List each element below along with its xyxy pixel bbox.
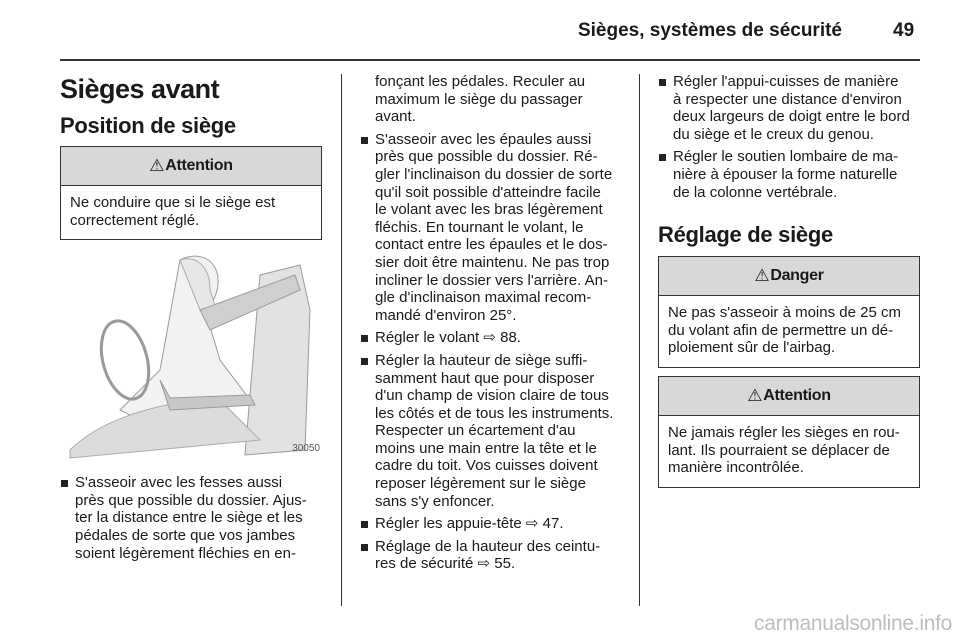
running-header-title: Sièges, systèmes de sécurité <box>577 20 842 41</box>
section-title: Sièges avant <box>60 74 220 104</box>
list-item: Régler la hauteur de siège suffi- samment haut que pour disposer d'un champ de vision claire de tous les côtés et de tous les instruments. Respecter un écartement d'au moins une main entre la tête et le cadre du toit. Vos cuisses doivent reposer légèrement sur le siège sans s'y enfoncer. <box>360 352 624 510</box>
header-rule <box>60 59 920 61</box>
seat-position-illustration <box>60 250 322 460</box>
column-2 <box>360 73 624 578</box>
attention-box <box>658 376 920 488</box>
attention-box <box>60 146 322 240</box>
attention-title: Attention <box>165 157 233 174</box>
list-item: S'asseoir avec les fesses aussi près que possible du dossier. Ajus- ter la distance entre le siège et les pédales de sorte que vos jambes soient légèrement fléchies en en- <box>60 474 322 562</box>
subsection-title: Position de siège <box>60 113 236 138</box>
column-1 <box>60 72 322 567</box>
list-item: Régler les appuie-tête ⇨ 47. <box>360 515 624 533</box>
column-divider <box>341 74 342 606</box>
driver-seat-figure <box>60 250 322 460</box>
warning-triangle-icon: ⚠ <box>747 385 763 405</box>
watermark: carmanualsonline.info <box>754 612 952 635</box>
list-item: Régler l'appui-cuisses de manière à respecter une distance d'environ deux largeurs de doigt entre le bord du siège et le creux du genou. <box>658 73 920 143</box>
attention-body: Ne jamais régler les sièges en rou- lant. Ils pourraient se déplacer de manière incontrôlée. <box>668 423 900 477</box>
figure-number: 30050 <box>292 443 320 455</box>
list-item: Régler le volant ⇨ 88. <box>360 329 624 347</box>
page-number: 49 <box>893 20 915 41</box>
attention-box-header <box>659 377 919 416</box>
warning-triangle-icon: ⚠ <box>149 156 165 175</box>
list-item: S'asseoir avec les épaules aussi près que possible du dossier. Ré- gler l'inclinaison du dossier de sorte qu'il soit possible d'atteindre facile le volant avec les bras légèrement fléchis. En tournant le volant, le contact entre les épaules et le dos- sier doit être maintenu. Ne pas trop incliner le dossier vers l'arrière. An- gle d'inclinaison maximal recom- mandé d'environ 25°. <box>360 131 624 325</box>
danger-box-header <box>659 257 919 296</box>
continued-text: fonçant les pédales. Reculer au maximum le siège du passager avant. <box>375 73 586 126</box>
attention-title: Attention <box>763 386 831 404</box>
warning-triangle-icon: ⚠ <box>754 266 770 286</box>
danger-box <box>658 256 920 368</box>
column-divider <box>639 74 640 606</box>
subsection-title: Réglage de siège <box>658 222 833 248</box>
danger-title: Danger <box>770 267 824 285</box>
attention-body: Ne conduire que si le siège est correctement réglé. <box>70 194 276 229</box>
list-item: Régler le soutien lombaire de ma- nière à épouser la forme naturelle de la colonne vertébrale. <box>658 148 920 201</box>
danger-body: Ne pas s'asseoir à moins de 25 cm du volant afin de permettre un dé- ploiement sûr de l'airbag. <box>668 304 901 357</box>
attention-box-header <box>61 147 321 186</box>
column-3 <box>658 73 920 488</box>
list-item: Réglage de la hauteur des ceintu- res de sécurité ⇨ 55. <box>360 538 624 573</box>
